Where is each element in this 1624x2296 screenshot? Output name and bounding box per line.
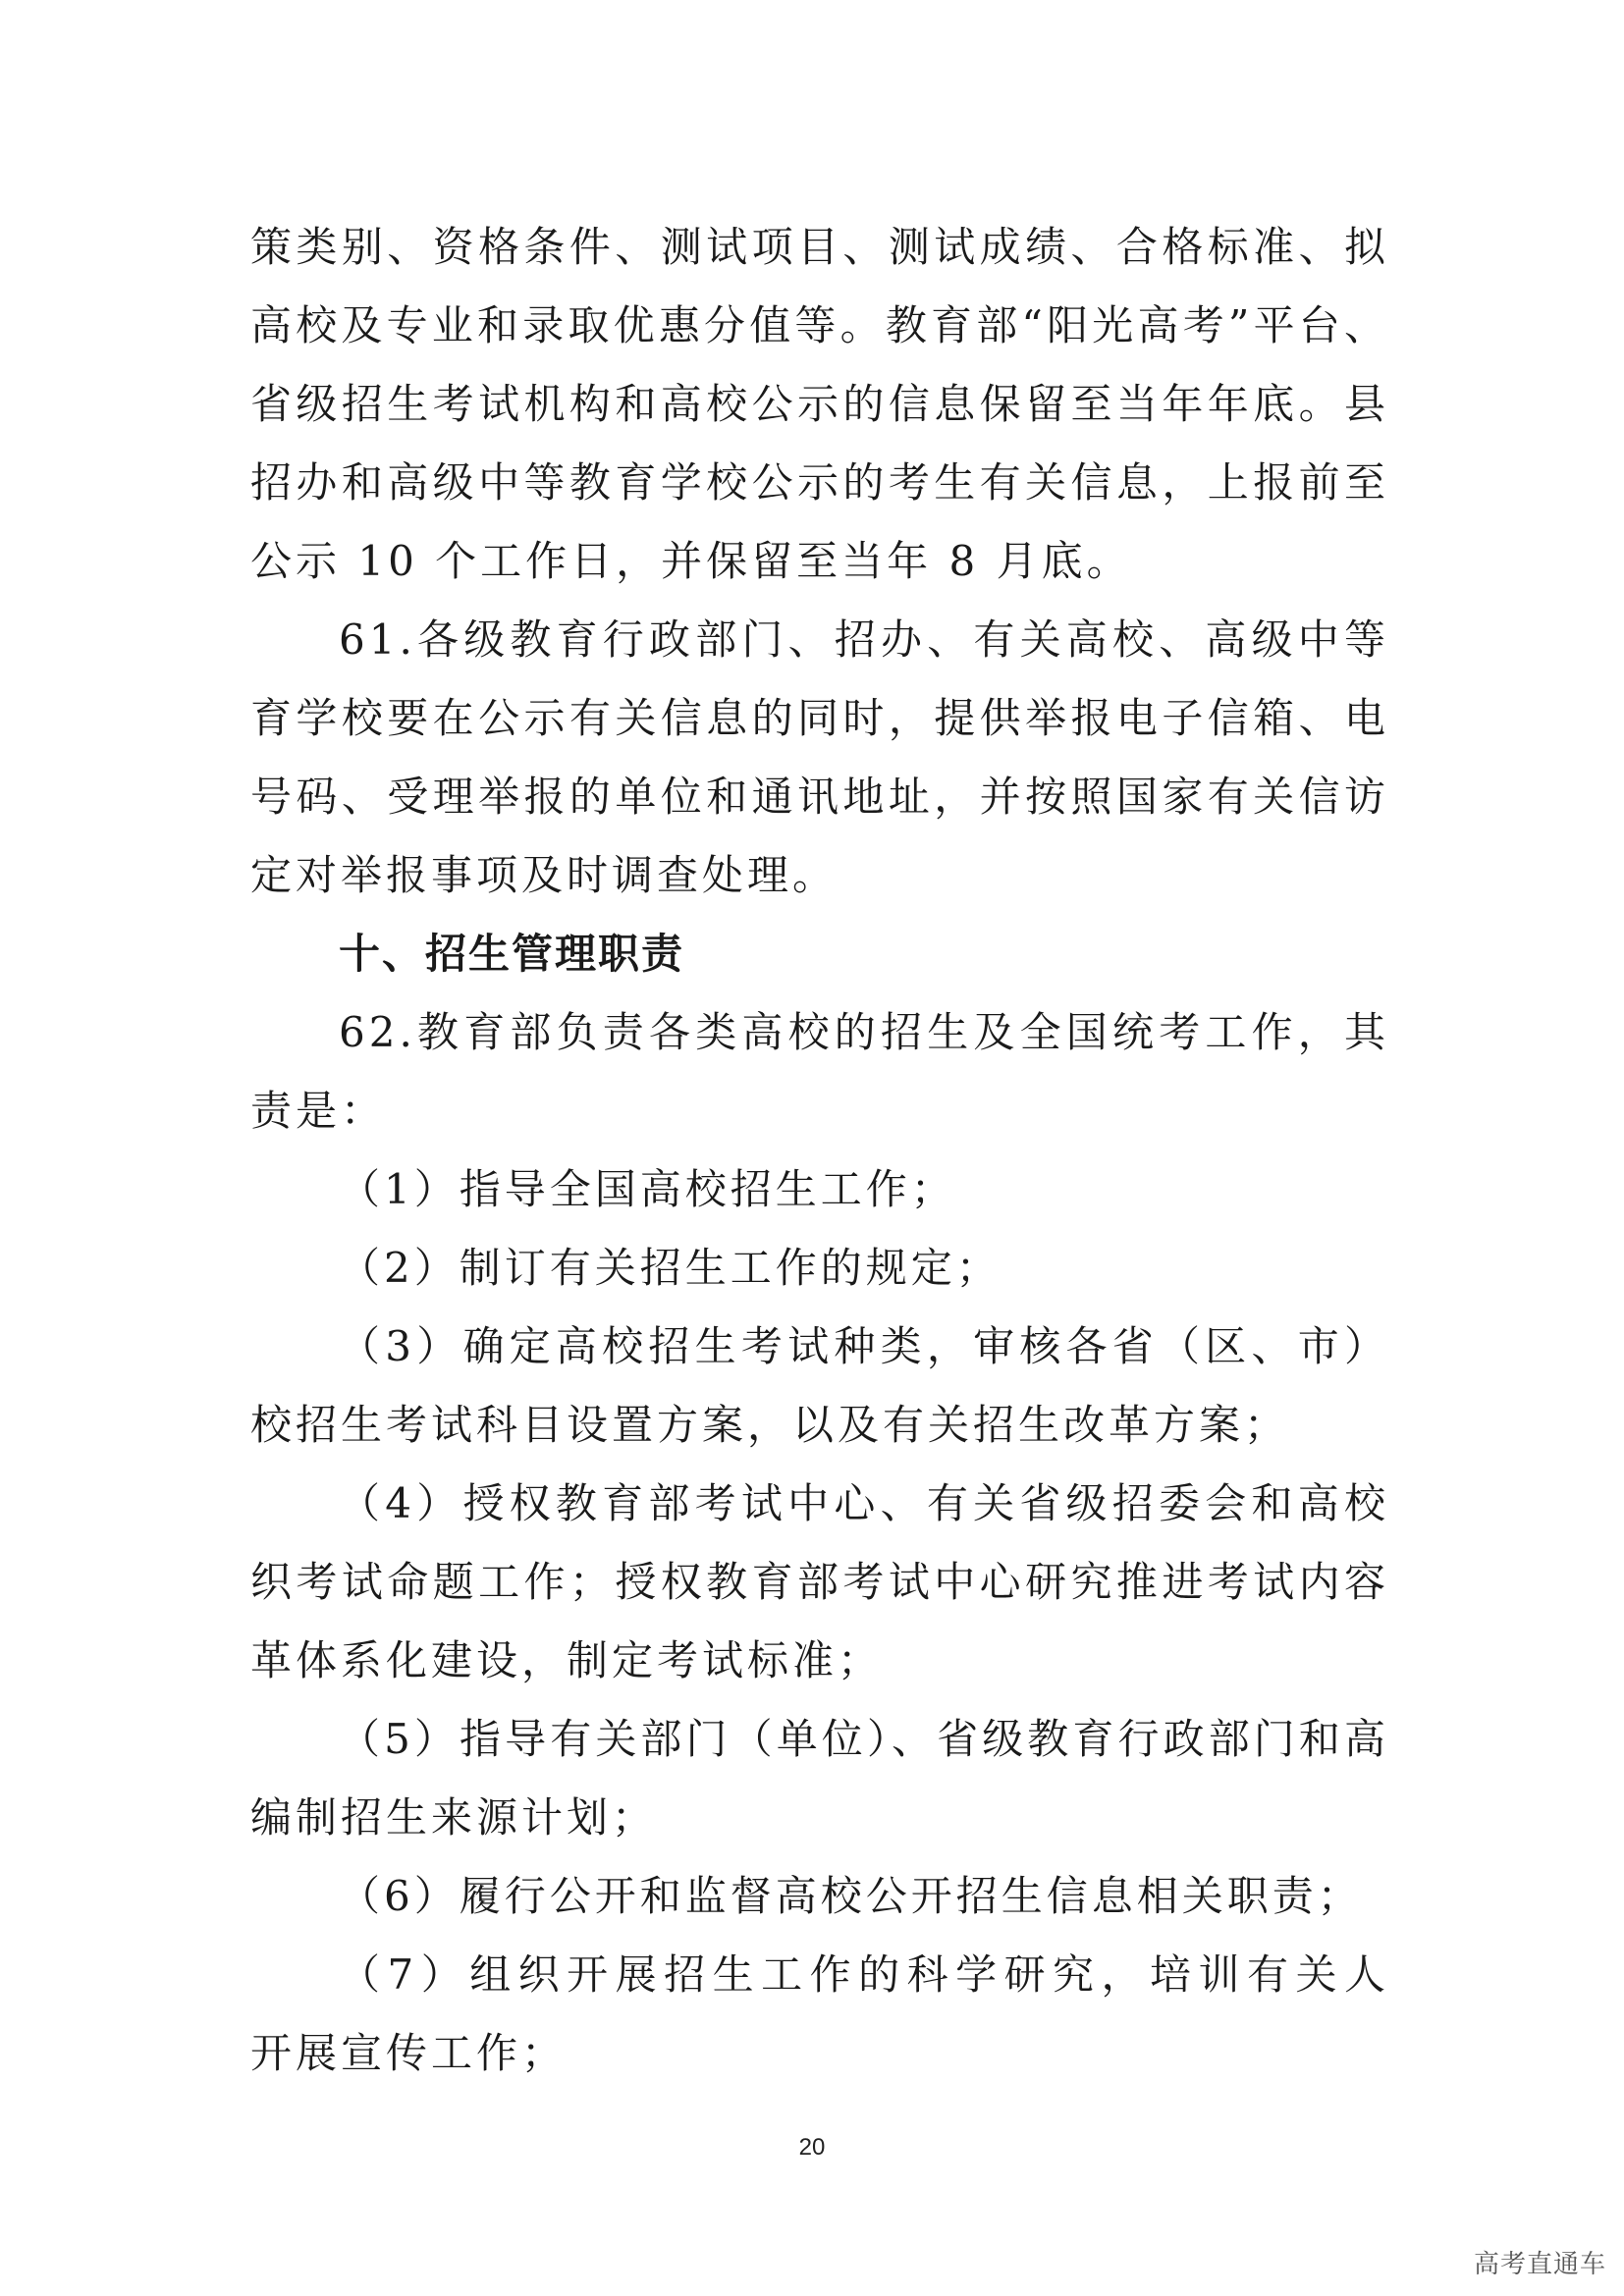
text-line: 招办和高级中等教育学校公示的考生有关信息，上报前至	[250, 458, 1389, 507]
watermark: 高考直通车	[1473, 2250, 1606, 2279]
text-line: 育学校要在公示有关信息的同时，提供举报电子信箱、电	[250, 694, 1389, 742]
list-item-2: （2）制订有关招生工作的规定；	[339, 1244, 1001, 1292]
text-line: 号码、受理举报的单位和通讯地址，并按照国家有关信访	[250, 773, 1389, 821]
text-line: 定对举报事项及时调查处理。	[250, 851, 839, 899]
section-heading: 十、招生管理职责	[339, 930, 685, 978]
text-line: 策类别、资格条件、测试项目、测试成绩、合格标准、拟	[250, 223, 1389, 271]
list-item-7: （7）组织开展招生工作的科学研究，培训有关人	[339, 1950, 1389, 1999]
text-line: 织考试命题工作；授权教育部考试中心研究推进考试内容	[250, 1558, 1389, 1606]
text-line: 校招生考试科目设置方案，以及有关招生改革方案；	[250, 1401, 1290, 1449]
list-item-3: （3）确定高校招生考试种类，审核各省（区、市）	[339, 1322, 1389, 1370]
text-line: 公示 10 个工作日，并保留至当年 8 月底。	[250, 537, 1132, 585]
text-line: 省级招生考试机构和高校公示的信息保留至当年年底。县	[250, 380, 1389, 428]
text-line: 高校及专业和录取优惠分值等。教育部“阳光高考”平台、	[250, 301, 1389, 349]
text-line: 编制招生来源计划；	[250, 1793, 658, 1842]
text-line: 开展宣传工作；	[250, 2029, 568, 2077]
paragraph-61-start: 61.各级教育行政部门、招办、有关高校、高级中等	[339, 615, 1389, 664]
list-item-6: （6）履行公开和监督高校公开招生信息相关职责；	[339, 1872, 1363, 1920]
list-item-4: （4）授权教育部考试中心、有关省级招委会和高校	[339, 1479, 1389, 1527]
list-item-5: （5）指导有关部门（单位）、省级教育行政部门和高	[339, 1715, 1389, 1763]
list-item-1: （1）指导全国高校招生工作；	[339, 1165, 956, 1213]
page-number: 20	[798, 2134, 826, 2161]
text-line: 责是：	[250, 1087, 387, 1135]
paragraph-62-start: 62.教育部负责各类高校的招生及全国统考工作，其	[339, 1008, 1389, 1056]
text-line: 革体系化建设，制定考试标准；	[250, 1636, 884, 1684]
